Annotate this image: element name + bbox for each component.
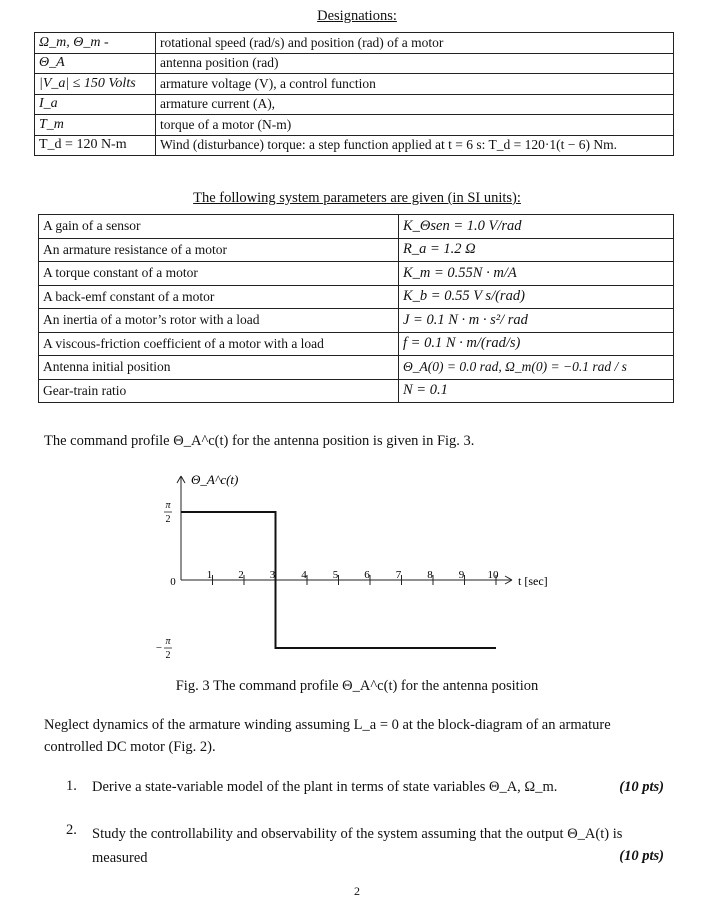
description: armature current (A), (156, 94, 674, 115)
designations-table (34, 32, 674, 156)
param-value: R_a = 1.2 Ω (399, 238, 674, 262)
symbol-td: T_d = 120 N-m (35, 135, 156, 156)
param-name: A torque constant of a motor (39, 262, 399, 286)
param-name: A back-emf constant of a motor (39, 285, 399, 309)
description: rotational speed (rad/s) and position (rad) of a motor (156, 33, 674, 54)
x-tick-label: 7 (395, 569, 402, 581)
table-row (39, 379, 674, 403)
param-name: An inertia of a motor’s rotor with a load (39, 309, 399, 333)
table-row (39, 332, 674, 356)
parameters-heading: The following system parameters are given (in SI units): (193, 190, 521, 206)
symbol-theta-a: Θ_A (35, 53, 156, 74)
question-points: (10 pts) (619, 848, 664, 864)
symbol-omega-theta-m: Ω_m, Θ_m - (35, 33, 156, 54)
description: antenna position (rad) (156, 53, 674, 74)
page-number: 2 (354, 884, 360, 898)
param-value: f = 0.1 N · m/(rad/s) (399, 332, 674, 356)
y-tick-label-numerator: π (165, 636, 171, 647)
y-tick-label-denominator: 2 (165, 514, 171, 525)
y-tick-label-numerator: π (165, 500, 171, 511)
table-row (39, 238, 674, 262)
table-row (39, 215, 674, 239)
param-value: N = 0.1 (399, 379, 674, 403)
param-name: An armature resistance of a motor (39, 238, 399, 262)
question-number: 1. (66, 778, 77, 794)
param-value: K_b = 0.55 V s/(rad) (399, 285, 674, 309)
param-value: K_Θsen = 1.0 V/rad (399, 215, 674, 239)
param-value: Θ_A(0) = 0.0 rad, Ω_m(0) = −0.1 rad / s (399, 356, 674, 380)
x-tick-label: 6 (364, 569, 370, 581)
table-row (35, 115, 674, 136)
x-tick-label: 8 (427, 569, 433, 581)
y-tick-label-sign: − (155, 642, 163, 654)
question-points: (10 pts) (619, 779, 664, 795)
x-tick-label: 3 (269, 569, 276, 581)
x-tick-label: 5 (332, 569, 339, 581)
x-tick-label: 4 (301, 569, 307, 581)
param-name: Antenna initial position (39, 356, 399, 380)
table-row (35, 94, 674, 115)
symbol-ia: I_a (35, 94, 156, 115)
y-tick-label-denominator: 2 (165, 650, 171, 661)
question-text: Study the controllability and observability of the system assuming that the output Θ_A(t) is measured (92, 826, 623, 866)
x-tick-label: 9 (458, 569, 465, 581)
table-row (39, 309, 674, 333)
table-row (39, 262, 674, 286)
designations-heading: Designations: (317, 8, 397, 24)
figure-caption: Fig. 3 The command profile Θ_A^c(t) for the antenna position (175, 678, 539, 694)
param-name: A gain of a sensor (39, 215, 399, 239)
table-row (39, 285, 674, 309)
command-profile-chart (0, 470, 714, 670)
table-row (35, 53, 674, 74)
param-name: A viscous-friction coefficient of a motor with a load (39, 332, 399, 356)
x-tick-label: 1 (206, 569, 213, 581)
param-name: Gear-train ratio (39, 379, 399, 403)
question-number: 2. (66, 822, 77, 838)
y-axis-label: Θ_A^c(t) (191, 472, 239, 487)
neglect-text: Neglect dynamics of the armature winding assuming L_a = 0 at the block-diagram of an armature controlled DC motor (Fig. 2). (44, 717, 611, 755)
x-tick-label: 10 (487, 569, 499, 581)
table-row (39, 356, 674, 380)
table-row (35, 33, 674, 54)
x-tick-label: 0 (170, 576, 176, 588)
description: Wind (disturbance) torque: a step function applied at t = 6 s: T_d = 120·1(t − 6) Nm. (156, 135, 674, 156)
symbol-va: |V_a| ≤ 150 Volts (35, 74, 156, 95)
description: armature voltage (V), a control function (156, 74, 674, 95)
param-value: K_m = 0.55N · m/A (399, 262, 674, 286)
param-value: J = 0.1 N · m · s²/ rad (399, 309, 674, 333)
description: torque of a motor (N-m) (156, 115, 674, 136)
x-tick-label: 2 (238, 569, 244, 581)
question-text: Derive a state-variable model of the plant in terms of state variables Θ_A, Ω_m. (92, 779, 558, 795)
parameters-table (38, 214, 674, 403)
table-row (35, 135, 674, 156)
table-row (35, 74, 674, 95)
x-axis-label: t [sec] (518, 574, 548, 588)
symbol-tm: T_m (35, 115, 156, 136)
command-text: The command profile Θ_A^c(t) for the antenna position is given in Fig. 3. (44, 433, 475, 449)
